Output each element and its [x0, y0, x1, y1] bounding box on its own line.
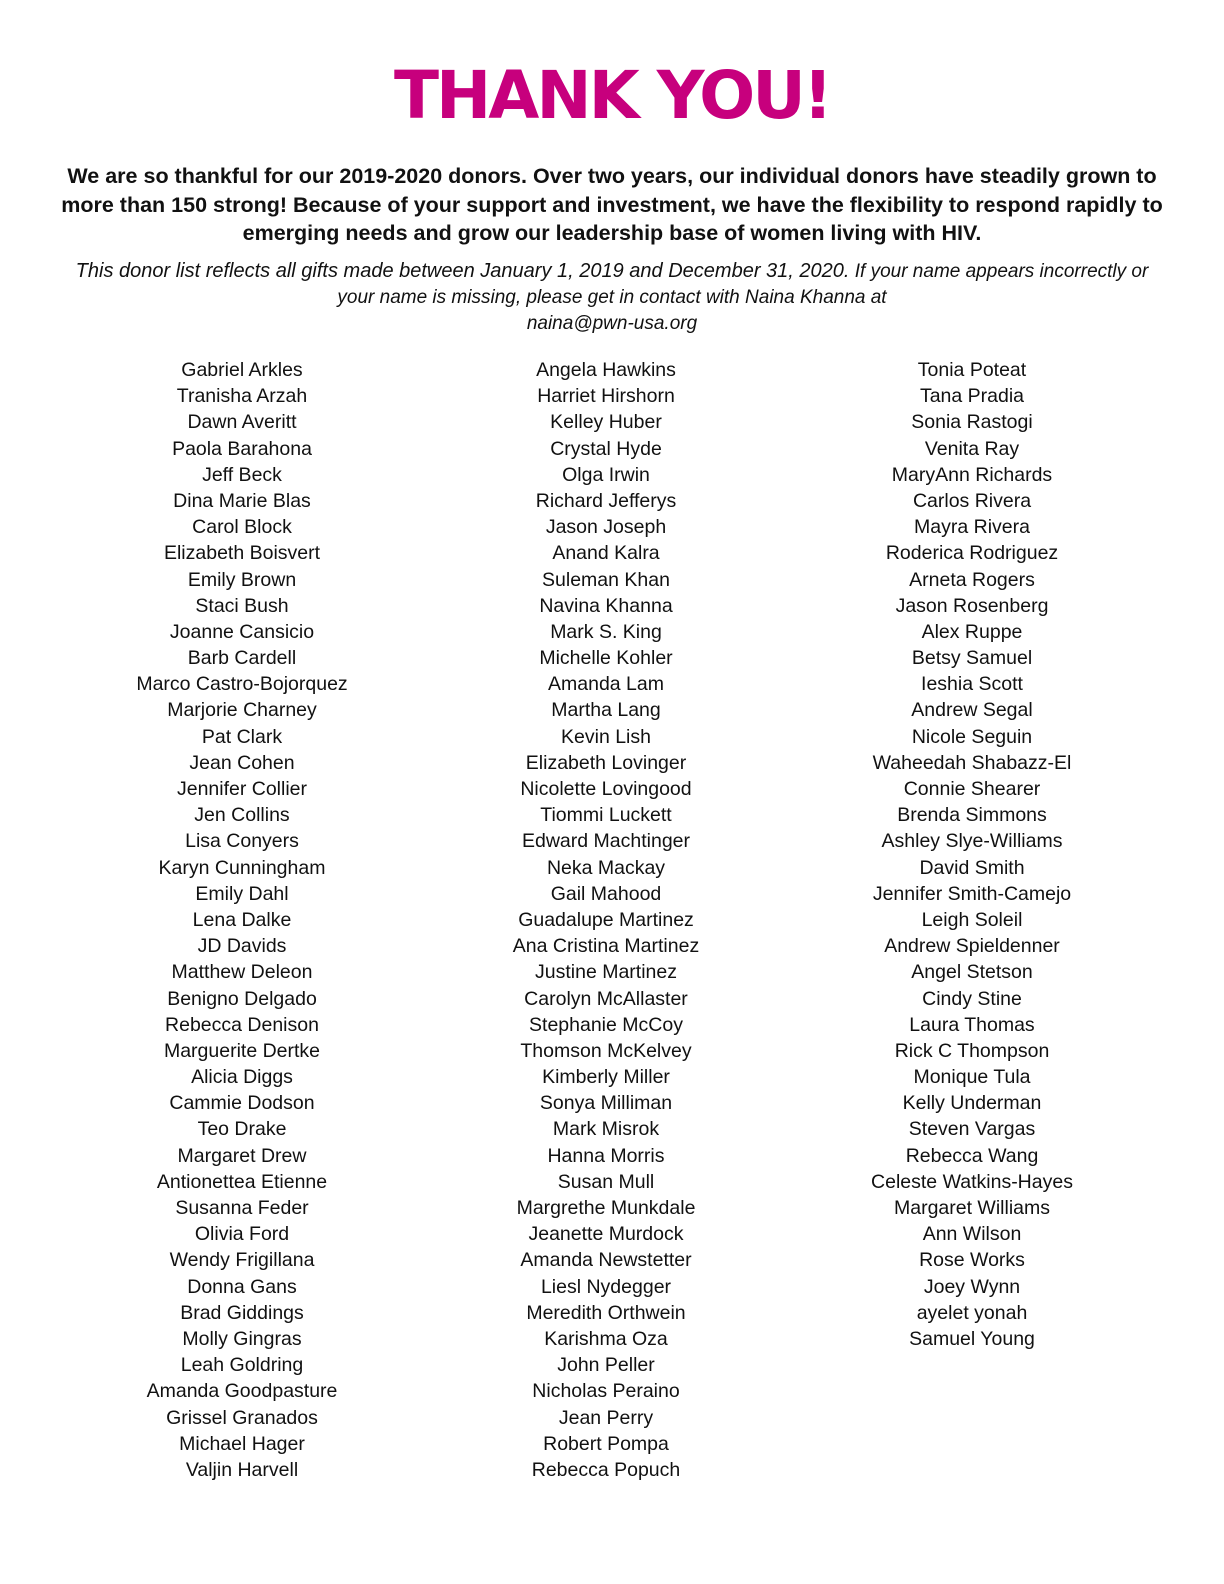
donor-name: Mayra Rivera	[914, 516, 1030, 539]
donor-name: Kelly Underman	[902, 1092, 1042, 1115]
page-title: THANK YOU!	[394, 57, 830, 134]
donor-name: Olivia Ford	[194, 1223, 290, 1246]
donor-name: Tana Pradia	[919, 385, 1025, 408]
donor-name: Susanna Feder	[175, 1197, 309, 1219]
donor-name: Emily Dahl	[195, 882, 289, 905]
donor-name: Mark S. King	[550, 620, 662, 643]
donor-name: Jason Rosenberg	[895, 594, 1049, 617]
donor-name: Jean Cohen	[189, 751, 295, 774]
donor-name: Marco Castro-Bojorquez	[136, 673, 348, 696]
donor-name: Jeanette Murdock	[528, 1223, 684, 1246]
donor-name: Ann Wilson	[922, 1223, 1022, 1246]
donor-name: Emily Brown	[187, 568, 297, 591]
donor-name: Michael Hager	[179, 1432, 305, 1455]
donor-name: Steven Vargas	[908, 1118, 1036, 1141]
donor-name: Celeste Watkins-Hayes	[871, 1170, 1073, 1193]
donor-name: Ieshia Scott	[921, 673, 1023, 696]
donor-name: Cindy Stine	[922, 987, 1022, 1010]
donor-name: Suleman Khan	[542, 568, 670, 591]
donor-name: Jennifer Smith-Camejo	[872, 882, 1072, 905]
donor-name: Navina Khanna	[539, 594, 673, 617]
donor-name: Matthew Deleon	[171, 961, 313, 984]
donor-name: Alex Ruppe	[921, 620, 1023, 643]
donor-name: Ana Cristina Martinez	[512, 935, 700, 958]
donor-name: Arneta Rogers	[909, 568, 1035, 591]
donor-name: Teo Drake	[197, 1118, 287, 1141]
donor-name: Carolyn McAllaster	[524, 987, 688, 1010]
donor-name: Carol Block	[192, 516, 292, 539]
donor-name: Jen Collins	[194, 804, 290, 827]
donor-name: Samuel Young	[909, 1327, 1035, 1350]
donor-name: Barb Cardell	[187, 647, 297, 670]
donor-column-3	[802, 357, 1142, 1352]
donor-name: Michelle Kohler	[539, 647, 673, 670]
donor-name: Andrew Segal	[911, 699, 1033, 722]
donor-name: Rebecca Denison	[165, 1013, 319, 1036]
donor-name: JD Davids	[197, 935, 287, 958]
donor-name: Margrethe Munkdale	[516, 1197, 696, 1219]
donor-name: Rebecca Wang	[905, 1144, 1039, 1167]
donor-name: Meredith Orthwein	[526, 1301, 686, 1324]
donor-list-note	[60, 258, 1164, 337]
donor-name: John Peller	[557, 1354, 655, 1377]
donor-name: Amanda Newstetter	[520, 1249, 692, 1272]
donor-name: Lena Dalke	[192, 908, 292, 931]
donor-name: Jean Perry	[558, 1406, 654, 1429]
donor-name: Susan Mull	[557, 1170, 655, 1193]
contact-email-link[interactable]: naina@pwn-usa.org	[526, 313, 698, 334]
donor-name: Amanda Goodpasture	[146, 1380, 338, 1403]
donor-name: Neka Mackay	[546, 856, 666, 879]
donor-name: Betsy Samuel	[911, 647, 1033, 670]
donor-name: Amanda Lam	[548, 673, 664, 696]
donor-name: Marguerite Dertke	[163, 1039, 321, 1062]
donor-name: Valjin Harvell	[185, 1458, 299, 1481]
donor-name: MaryAnn Richards	[891, 463, 1053, 486]
donor-name: Andrew Spieldenner	[884, 935, 1060, 958]
donor-name: Margaret Drew	[177, 1144, 307, 1167]
donor-name: Brenda Simmons	[897, 804, 1047, 827]
donor-name: Donna Gans	[187, 1275, 297, 1298]
donor-name: Rose Works	[919, 1249, 1025, 1272]
donor-name: Waheedah Shabazz-El	[872, 751, 1072, 774]
donor-name: Harriet Hirshorn	[537, 385, 675, 408]
donor-name: Nicolette Lovingood	[520, 778, 692, 800]
donor-name: Grissel Granados	[166, 1406, 318, 1429]
donor-name: Tonia Poteat	[917, 359, 1027, 381]
donor-name: Anand Kalra	[552, 542, 660, 565]
donor-name: Elizabeth Lovinger	[525, 751, 687, 774]
donor-name: Paola Barahona	[172, 437, 312, 460]
donor-name: Kevin Lish	[561, 725, 651, 748]
donor-name: Edward Machtinger	[522, 830, 690, 853]
intro-paragraph: We are so thankful for our 2019-2020 donors. Over two years, our individual donors have steadily grown to more than 150 strong! Because of your support and investment, we have the flexibility to respond rapidly to emerging needs and grow our leadership base of women living with HIV.	[61, 164, 1163, 245]
donor-name: Dawn Averitt	[187, 411, 297, 434]
donor-name: Benigno Delgado	[167, 987, 317, 1010]
donor-name: Rebecca Popuch	[531, 1458, 681, 1481]
donor-name: Leigh Soleil	[921, 908, 1023, 931]
donor-name: Hanna Morris	[547, 1144, 665, 1167]
donor-name: Pat Clark	[201, 725, 283, 748]
donor-column-1	[72, 357, 412, 1483]
donor-name: Marjorie Charney	[167, 699, 317, 722]
donor-name: David Smith	[919, 856, 1025, 879]
donor-name: Roderica Rodriguez	[885, 542, 1059, 565]
donor-name: Kelley Huber	[550, 411, 662, 434]
donor-name: Tiommi Luckett	[540, 804, 672, 827]
note-date-range: This donor list reflects all gifts made between January 1, 2019 and December 31, 2020.	[75, 260, 850, 282]
donor-name: Elizabeth Boisvert	[163, 542, 321, 565]
donor-name: Tranisha Arzah	[176, 385, 308, 408]
donor-name: Crystal Hyde	[550, 437, 662, 460]
donor-name: ayelet yonah	[916, 1301, 1028, 1324]
donor-name: Nicholas Peraino	[532, 1380, 680, 1403]
donor-name: Nicole Seguin	[911, 725, 1033, 748]
donor-name: Ashley Slye-Williams	[881, 830, 1063, 853]
donor-name: Justine Martinez	[535, 961, 677, 984]
donor-name: Molly Gingras	[182, 1327, 302, 1350]
donor-name: Staci Bush	[195, 594, 289, 617]
donor-name: Brad Giddings	[180, 1301, 304, 1324]
donor-name: Martha Lang	[551, 699, 661, 722]
donor-name: Margaret Williams	[893, 1197, 1051, 1219]
donor-name: Gail Mahood	[550, 882, 662, 905]
donor-name: Angela Hawkins	[536, 359, 676, 381]
donor-name: Liesl Nydegger	[540, 1275, 672, 1298]
donor-name: Antionettea Etienne	[156, 1170, 328, 1193]
donor-name: Monique Tula	[913, 1066, 1031, 1089]
donor-name: Dina Marie Blas	[173, 489, 311, 512]
donor-name: Joanne Cansicio	[169, 620, 315, 643]
donor-name: Wendy Frigillana	[169, 1249, 315, 1272]
donor-name: Gabriel Arkles	[181, 359, 303, 381]
donor-name: Olga Irwin	[562, 463, 650, 486]
donor-name: Sonya Milliman	[539, 1092, 673, 1115]
donor-name: Richard Jefferys	[535, 489, 677, 512]
donor-name: Stephanie McCoy	[529, 1013, 683, 1036]
donor-name: Leah Goldring	[180, 1354, 304, 1377]
donor-name: Carlos Rivera	[912, 489, 1032, 512]
donor-name: Venita Ray	[924, 437, 1020, 460]
donor-name: Connie Shearer	[903, 778, 1041, 800]
donor-name: Karyn Cunningham	[158, 856, 326, 879]
donor-name: Thomson McKelvey	[520, 1039, 692, 1062]
donor-name: Jeff Beck	[202, 463, 282, 486]
donor-column-2	[436, 357, 776, 1483]
donor-name: Rick C Thompson	[894, 1039, 1050, 1062]
donor-name: Alicia Diggs	[191, 1066, 293, 1089]
donor-name: Mark Misrok	[552, 1118, 660, 1141]
donor-name: Jennifer Collier	[176, 778, 308, 800]
donor-name: Laura Thomas	[909, 1013, 1035, 1036]
note-contact-text: If your name appears incorrectly or your name is missing, please get in contact with Naina Khanna at	[337, 261, 1149, 308]
donor-name: Jason Joseph	[545, 516, 667, 539]
donor-name: Guadalupe Martinez	[518, 908, 694, 931]
donor-name: Sonia Rastogi	[911, 411, 1033, 434]
donor-name: Lisa Conyers	[185, 830, 299, 853]
donor-name: Robert Pompa	[543, 1432, 669, 1455]
donor-name: Kimberly Miller	[542, 1066, 670, 1089]
donor-name: Angel Stetson	[911, 961, 1033, 984]
donor-name: Cammie Dodson	[169, 1092, 315, 1115]
donor-name: Joey Wynn	[923, 1275, 1021, 1298]
donor-name: Karishma Oza	[544, 1327, 668, 1350]
